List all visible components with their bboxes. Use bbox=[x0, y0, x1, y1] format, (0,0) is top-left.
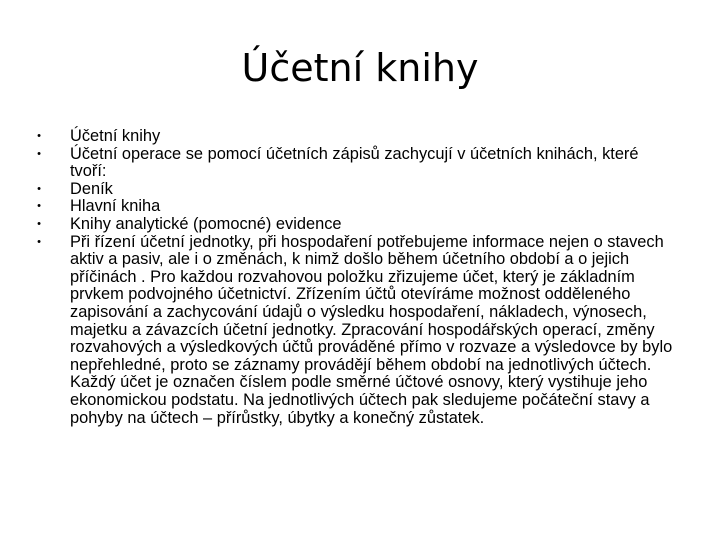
bullet-text: Účetní knihy bbox=[70, 127, 161, 145]
bullet-dot-icon: • bbox=[37, 235, 41, 248]
bullet-dot-icon: • bbox=[37, 130, 41, 142]
bullet-item bbox=[34, 128, 674, 146]
bullet-dot-icon: • bbox=[37, 182, 41, 195]
bullet-item bbox=[34, 181, 674, 199]
bullet-text: Hlavní kniha bbox=[70, 197, 161, 216]
bullet-dot-icon: • bbox=[37, 147, 41, 160]
bullet-text: Při řízení účetní jednotky, při hospodaření potřebujeme informace nejen o stavech aktiv a pasiv, ale i o změnách, k nimž došlo během účetního období a o jejich příčinách . Pro každou rozvahovou položku zřizujeme účet, který je základním prvkem podvojného účetnictví. Zřízením účtů otevíráme možnost odděleného zapisování a zachycování údajů o výsledku hospodaření, nákladech, výnosech, majetku a závazcích účetní jednotky. Zpracování hospodářských operací, změny rozvahových a výsledkových účtů prováděné přímo v rozvaze a výsledovce by bylo nepřehledné, proto se záznamy provádějí během období na jednotlivých účtech. Každý účet je označen číslem podle směrné účtové osnovy, který vystihuje jeho ekonomickou podstatu. Na jednotlivých účtech pak sledujeme počáteční stavy a pohyby na účtech – přírůstky, úbytky a konečný zůstatek. bbox=[70, 232, 673, 427]
bullet-list bbox=[34, 128, 674, 427]
bullet-text: Knihy analytické (pomocné) evidence bbox=[70, 214, 342, 233]
bullet-item bbox=[34, 234, 674, 428]
bullet-item bbox=[34, 198, 674, 216]
bullet-item bbox=[34, 216, 674, 234]
bullet-text: Deník bbox=[70, 179, 113, 198]
bullet-item bbox=[34, 146, 674, 181]
bullet-dot-icon: • bbox=[37, 217, 41, 230]
bullet-dot-icon: • bbox=[37, 200, 41, 213]
slide-title: Účetní knihy bbox=[241, 46, 479, 90]
bullet-text: Účetní operace se pomocí účetních zápisů zachycují v účetních knihách, které tvoří: bbox=[70, 144, 639, 181]
